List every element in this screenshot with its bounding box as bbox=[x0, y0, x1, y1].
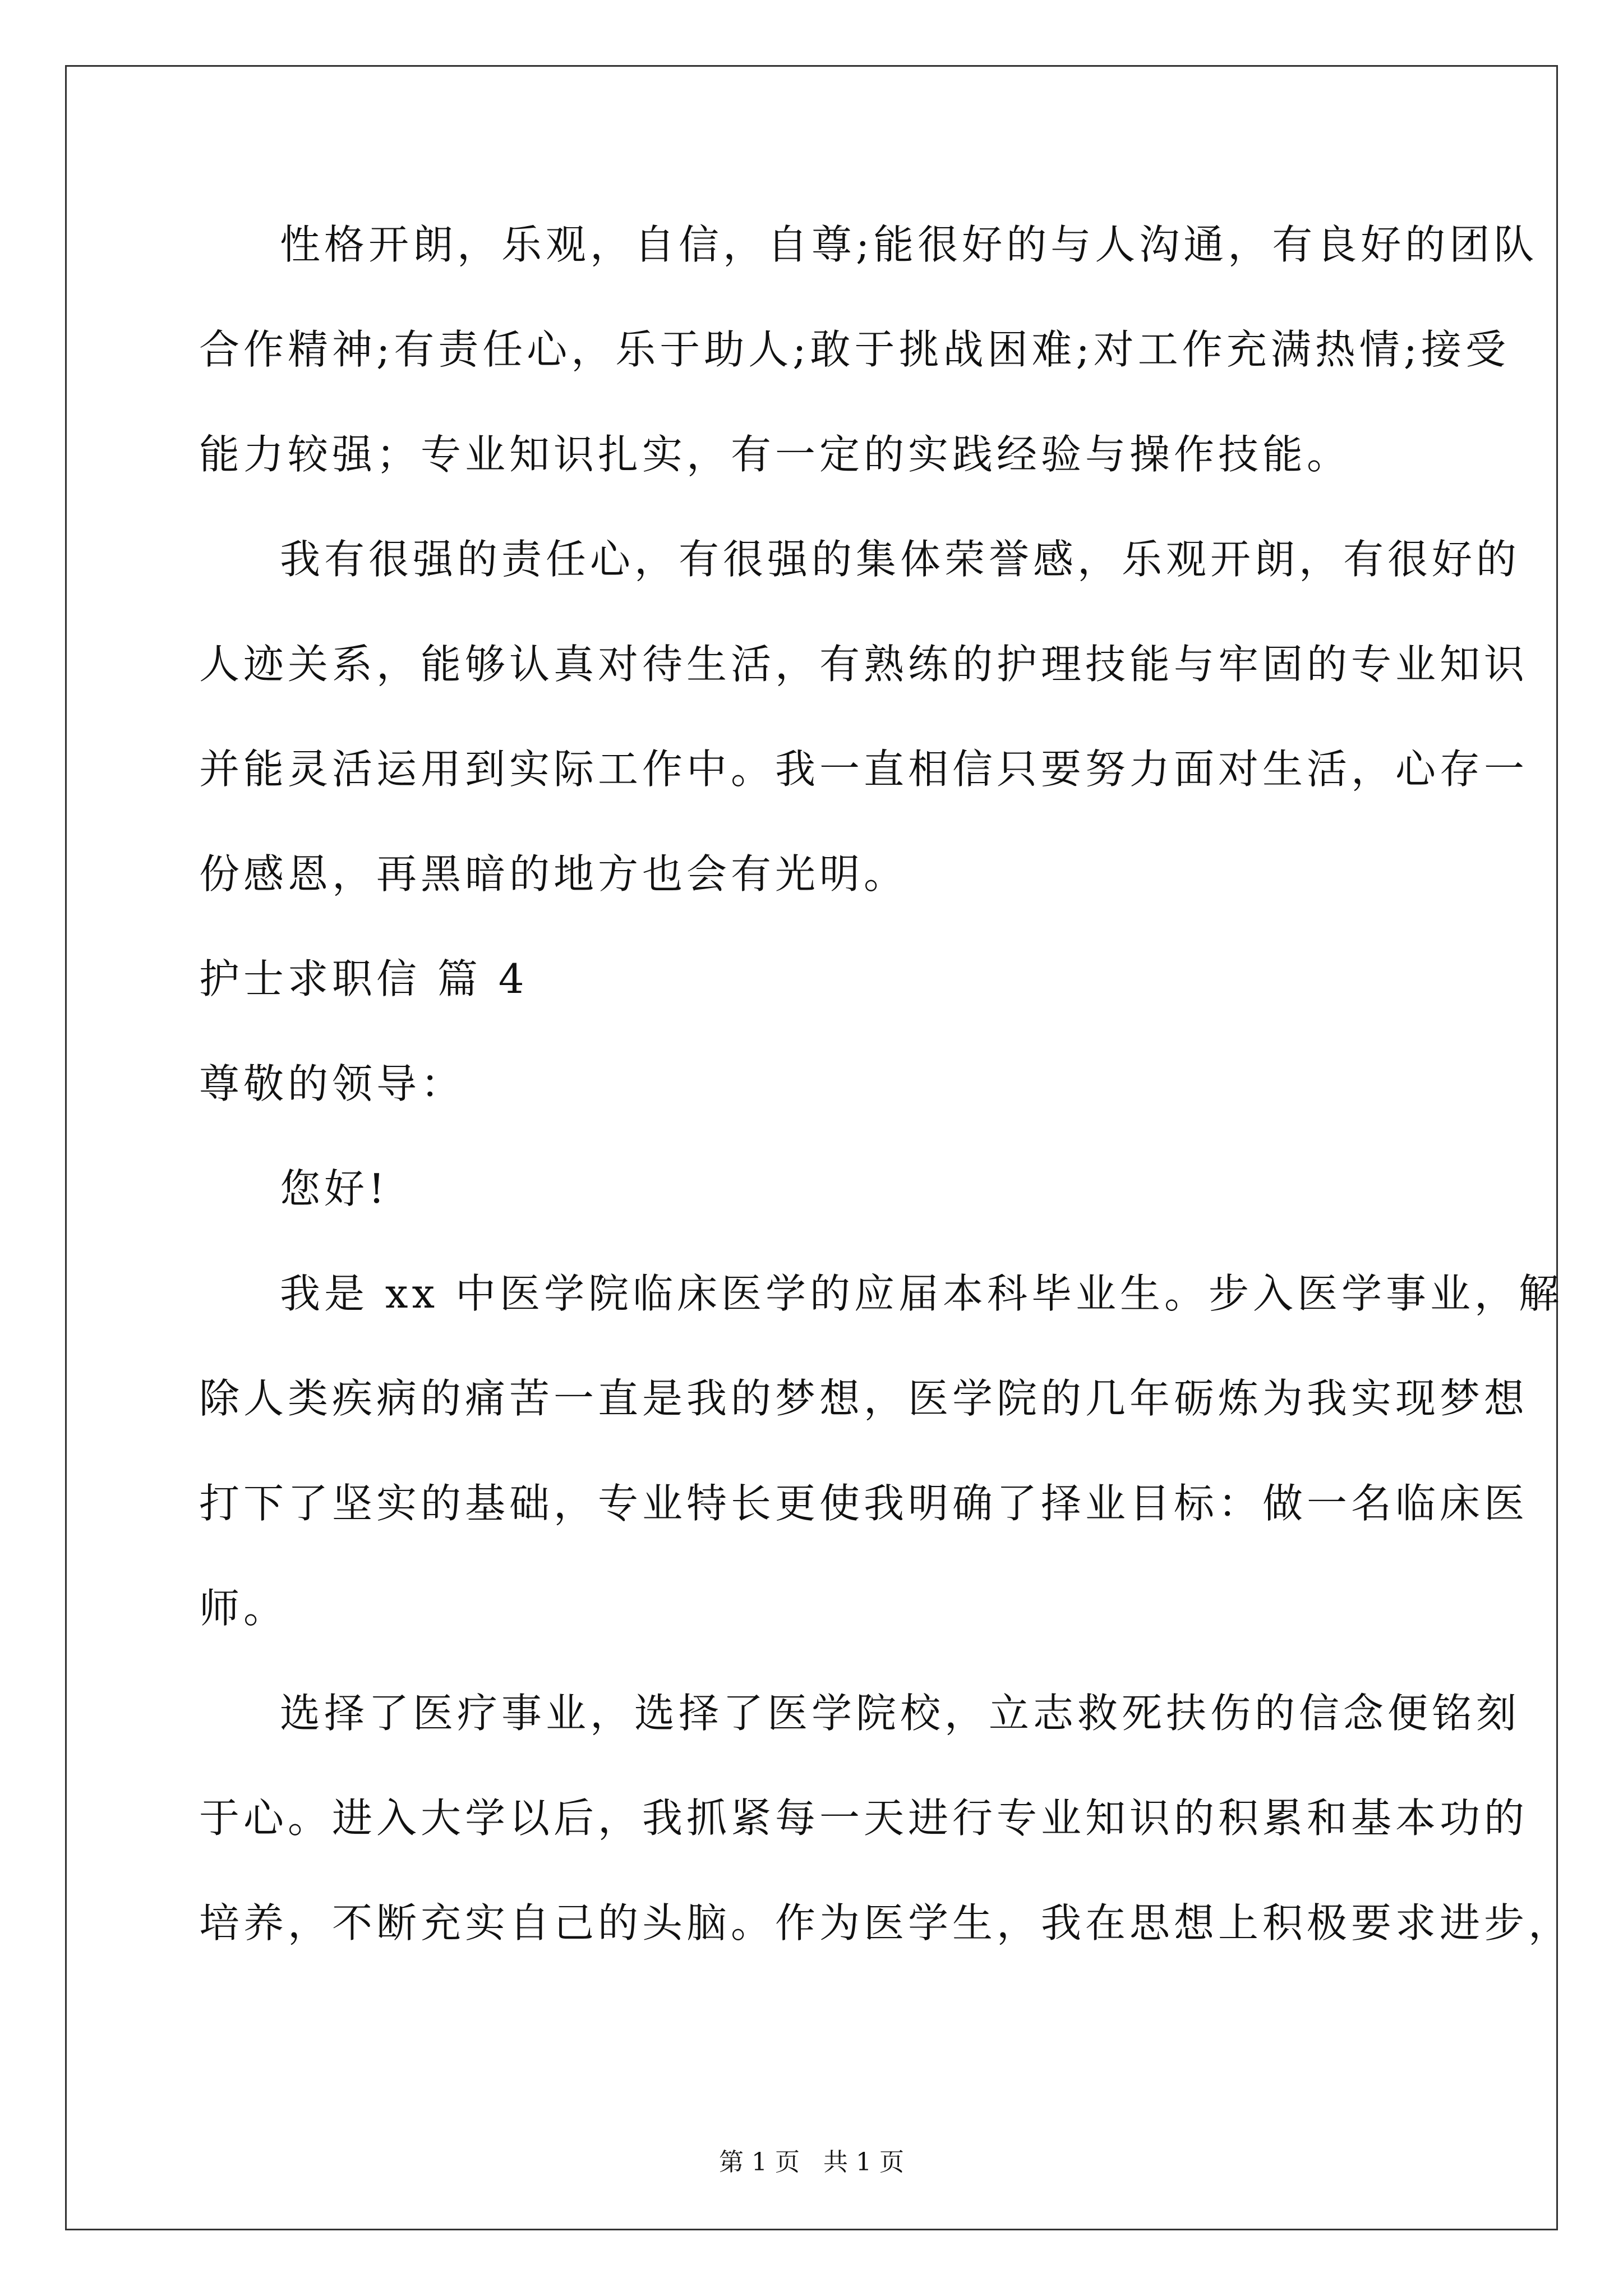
page-number-footer: 第 1 页 共 1 页 bbox=[719, 2148, 904, 2177]
greeting: 您好! bbox=[280, 1165, 389, 1212]
paragraph-line: 培养，不断充实自己的头脑。作为医学生，我在思想上积极要求进步， bbox=[199, 1899, 1573, 1947]
paragraph-line: 合作精神;有责任心，乐于助人;敢于挑战困难;对工作充满热情;接受 bbox=[199, 326, 1510, 373]
paragraph-line: 除人类疾病的痛苦一直是我的梦想，医学院的几年砺炼为我实现梦想 bbox=[199, 1375, 1529, 1422]
paragraph-line: 性格开朗，乐观，自信，自尊;能很好的与人沟通，有良好的团队 bbox=[280, 221, 1538, 268]
salutation: 尊敬的领导： bbox=[199, 1060, 465, 1107]
paragraph-line: 能力较强；专业知识扎实，有一定的实践经验与操作技能。 bbox=[199, 431, 1352, 478]
paragraph-line: 选择了医疗事业，选择了医学院校，立志救死扶伤的信念便铭刻 bbox=[280, 1690, 1521, 1737]
paragraph-line: 于心。进入大学以后，我抓紧每一天进行专业知识的积累和基本功的 bbox=[199, 1795, 1529, 1842]
paragraph-line: 师。 bbox=[199, 1585, 288, 1632]
paragraph-line: 并能灵活运用到实际工作中。我一直相信只要努力面对生活，心存一 bbox=[199, 746, 1529, 793]
paragraph-line: 打下了坚实的基础，专业特长更使我明确了择业目标：做一名临床医 bbox=[199, 1480, 1529, 1527]
section-heading: 护士求职信 篇 4 bbox=[199, 955, 528, 1002]
paragraph-line: 我是 xx 中医学院临床医学的应届本科毕业生。步入医学事业，解 bbox=[280, 1270, 1563, 1317]
paragraph-line: 我有很强的责任心，有很强的集体荣誉感，乐观开朗，有很好的 bbox=[280, 536, 1521, 583]
paragraph-line: 人迹关系，能够认真对待生活，有熟练的护理技能与牢固的专业知识 bbox=[199, 641, 1529, 688]
paragraph-line: 份感恩，再黑暗的地方也会有光明。 bbox=[199, 850, 909, 898]
